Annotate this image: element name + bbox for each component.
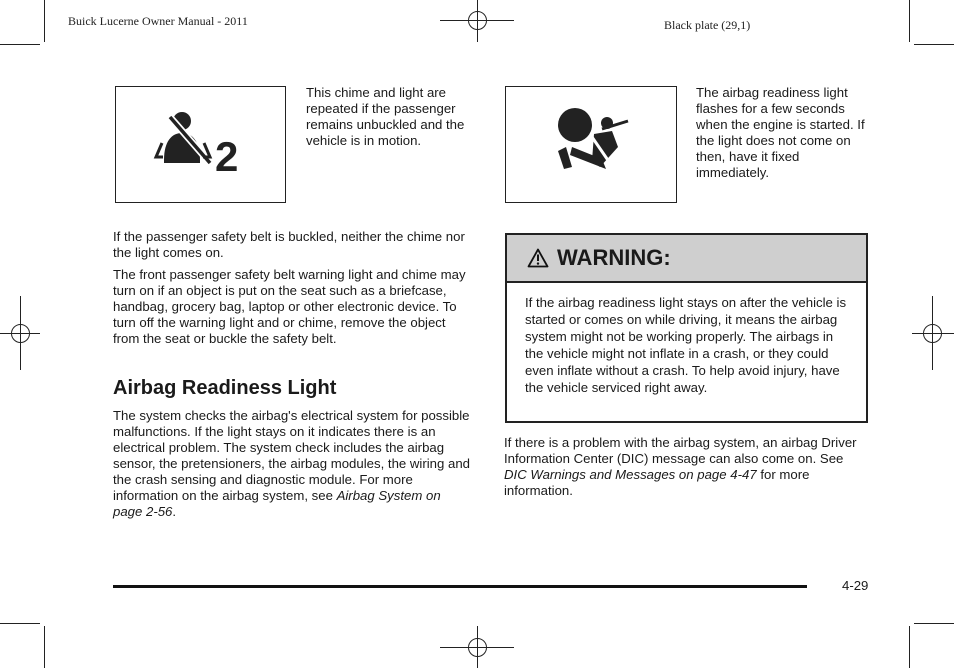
airbag-caption	[696, 85, 870, 181]
seatbelt-digit: 2	[215, 133, 239, 180]
airbag-icon-box	[505, 86, 677, 203]
warning-header	[507, 235, 866, 283]
warning-title: WARNING:	[557, 245, 671, 270]
para-system-check	[113, 408, 473, 520]
para-end: .	[172, 504, 177, 519]
warning-body: If the airbag readiness light stays on after the vehicle is started or comes on while driving, it means the airbag system might not be working properly. The airbags in the vehicle might not inflate in a crash, or they could even inflate without a crash. To help avoid injury, have the vehicle serviced right away.	[525, 295, 847, 395]
para-dic-message	[504, 435, 860, 499]
right-column-body	[504, 435, 860, 499]
chime-caption	[306, 85, 478, 149]
warning-triangle-icon	[527, 248, 549, 268]
registration-mark-icon	[440, 0, 514, 44]
seatbelt-icon-box	[115, 86, 286, 203]
left-column-body	[113, 229, 473, 347]
registration-mark-icon	[440, 626, 514, 668]
airbag-text: The airbag readiness light flashes for a few seconds when the engine is started. If the light does not come on then, have it fixed immediately.	[696, 85, 865, 180]
left-column-body-2	[113, 408, 473, 520]
registration-mark-icon	[0, 296, 40, 370]
section-heading: Airbag Readiness Light	[113, 377, 337, 399]
para-passenger-buckled: If the passenger safety belt is buckled, neither the chime nor the light comes on.	[113, 229, 465, 260]
para-passenger-object: The front passenger safety belt warning light and chime may turn on if an object is put on the seat such as a briefcase, handbag, grocery bag, laptop or other electronic device. To turn off the warning light and or chime, remove the object from the seat or buckle the safety belt.	[113, 267, 466, 346]
para-system-check-text: The system checks the airbag's electrical system for possible malfunctions. If the light stays on it indicates there is an electrical problem. The system check includes the airbag sensor, the pretensioners, the airbag modules, the wiring and the crash sensing and diagnostic module. For more information on the airbag system, see	[113, 408, 471, 503]
header-title: Buick Lucerne Owner Manual - 2011	[68, 14, 248, 28]
airbag-readiness-icon	[506, 87, 675, 201]
para-dic-text: If there is a problem with the airbag system, an airbag Driver Information Center (DIC) message can also come on. See	[504, 435, 857, 466]
page-number: 4-29	[842, 578, 869, 593]
warning-box	[505, 233, 868, 423]
registration-mark-icon	[912, 296, 954, 370]
chime-text: This chime and light are repeated if the passenger remains unbuckled and the vehicle is in motion.	[306, 85, 465, 148]
airbag-system-reference[interactable]: Airbag System on page 2-56	[113, 488, 441, 519]
passenger-seatbelt-icon	[116, 87, 284, 201]
footer-rule	[113, 585, 807, 588]
header-plate: Black plate (29,1)	[664, 18, 751, 32]
para-dic-end: for more information.	[504, 467, 810, 498]
dic-warnings-reference[interactable]: DIC Warnings and Messages on page 4-47	[504, 467, 757, 482]
